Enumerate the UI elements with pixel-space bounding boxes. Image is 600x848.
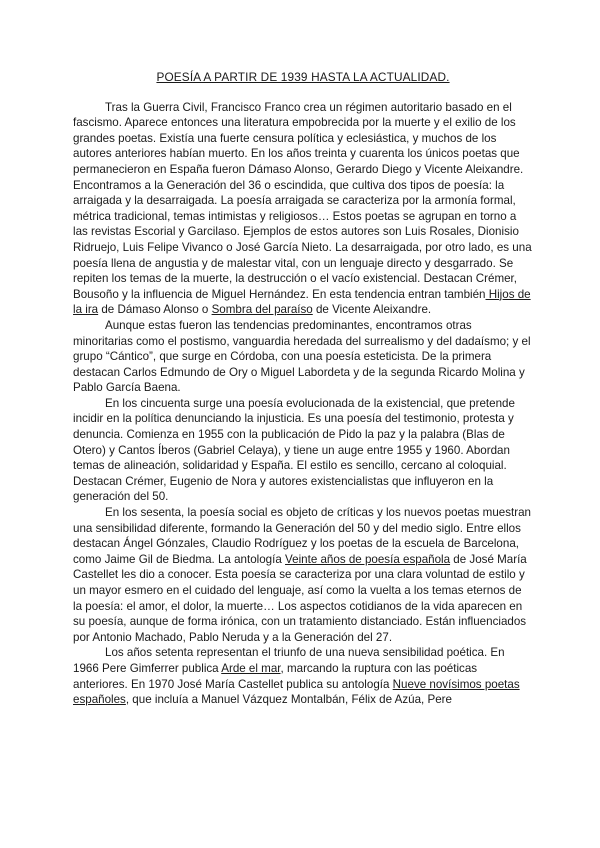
paragraph bbox=[73, 505, 533, 645]
paragraph-text: Aunque estas fueron las tendencias predominantes, encontramos otras minoritarias como el postismo, vanguardia heredada del surrealismo y del dadaísmo; y el grupo “Cántico”, que surge en Córdoba, con una poesía esteticista. De la primera destacan Carlos Edmundo de Ory o Miguel Labordeta y de la segunda Ricardo Molina y Pablo García Baena. bbox=[73, 318, 531, 395]
paragraph-text: de José María Castellet les dio a conocer. Esta poesía se caracteriza por una clara voluntad de estilo y un mayor esmero en el cuidado del lenguaje, así como la vuelta a los temas eternos de la poesía: el amor, el dolor, la muerte… Los aspectos cotidianos de la vida aparecen en su poesía, aunque de forma irónica, con un tratamiento distanciado. Están influenciados por Antonio Machado, Pablo Neruda y a la Generación del 27. bbox=[73, 552, 527, 644]
underlined-title: Veinte años de poesía española bbox=[285, 552, 451, 566]
paragraph-text: Tras la Guerra Civil, Francisco Franco crea un régimen autoritario basado en el fascismo. Aparece entonces una literatura empobrecida por la muerte y el exilio de los grandes poetas. Existía una fuerte censura política y eclesiástica, y muchos de los autores anteriores habían muerto. En los años treinta y cuarenta los únicos poetas que permanecieron en España fueron Dámaso Alonso, Gerardo Diego y Vicente Aleixandre. Encontramos a la Generación del 36 o escindida, que cultiva dos tipos de poesía: la arraigada y la desarraigada. La poesía arraigada se caracteriza por la armonía formal, métrica tradicional, temas intimistas y religiosos… Estos poetas se agrupan en torno a las revistas Escorial y Garcilaso. Ejemplos de estos autores son Luis Rosales, Dionisio Ridruejo, Luis Felipe Vivanco o José García Nieto. La desarraigada, por otro lado, es una poesía llena de angustia y de malestar vital, con un lenguaje directo y desgarrado. Se repiten los temas de la muerte, la destrucción o el vacío existencial. Destacan Crémer, Bousoño y la influencia de Miguel Hernández. En esta tendencia entran también bbox=[73, 100, 532, 301]
paragraph bbox=[73, 318, 533, 396]
paragraph bbox=[73, 100, 533, 318]
paragraph-text: Los años setenta representan el triunfo de una nueva sensibilidad poética. En 1966 Pere Gimferrer publica bbox=[73, 646, 505, 675]
underlined-title: Arde el mar bbox=[221, 661, 281, 675]
paragraph-text: En los cincuenta surge una poesía evolucionada de la existencial, que pretende incidir en la política denunciando la injusticia. Es una poesía del testimonio, protesta y denuncia. Comienza en 1955 con la publicación de Pido la paz y la palabra (Blas de Otero) y Cantos Íberos (Gabriel Celaya), y tiene un auge entre 1955 y 1960. Abordan temas de alineación, solidaridad y España. El estilo es sencillo, cercano al coloquial. Destacan Crémer, Eugenio de Nora y autores existencialistas que influyeron en la generación del 50. bbox=[73, 396, 515, 504]
paragraph-text: , marcando la ruptura con las poéticas anteriores. En 1970 José María Castellet publica su antología bbox=[73, 661, 478, 691]
paragraph bbox=[73, 396, 533, 505]
paragraph-text: de Vicente Aleixandre. bbox=[312, 303, 432, 317]
paragraph-text: En los sesenta, la poesía social es objeto de críticas y los nuevos poetas muestran una sensibilidad diferente, formando la Generación del 50 y del medio siglo. Entre ellos destacan Ángel Gónzales, Claudio Rodríguez y los poetas de la escuela de Barcelona, como Jaime Gil de Biedma. La antología bbox=[73, 506, 531, 566]
document-page bbox=[73, 70, 533, 708]
paragraph bbox=[73, 645, 533, 707]
document-body bbox=[73, 100, 533, 708]
underlined-title: Hijos de la ira bbox=[73, 287, 531, 317]
underlined-title: Sombra del paraíso bbox=[211, 303, 313, 317]
paragraph-text: de Dámaso Alonso o bbox=[98, 303, 212, 317]
paragraph-text: , que incluía a Manuel Vázquez Montalbán, Félix de Azúa, Pere bbox=[125, 693, 452, 707]
underlined-title: Nueve novísimos poetas españoles bbox=[73, 677, 520, 707]
document-title: POESÍA A PARTIR DE 1939 HASTA LA ACTUALIDAD. bbox=[156, 70, 450, 84]
